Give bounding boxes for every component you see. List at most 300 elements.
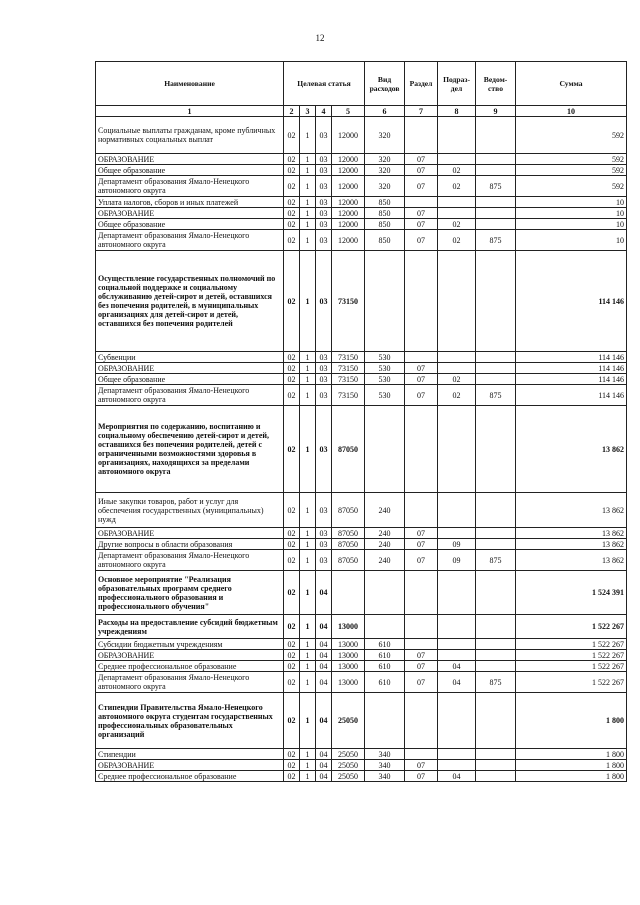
row-amount-cell: 1 800 (516, 749, 627, 760)
row-code-cell: 07 (405, 374, 438, 385)
row-amount-cell: 1 522 267 (516, 639, 627, 650)
row-code-cell: 12000 (332, 208, 365, 219)
row-amount-cell: 13 862 (516, 406, 627, 493)
row-code-cell: 07 (405, 165, 438, 176)
row-code-cell: 240 (365, 539, 405, 550)
row-code-cell: 04 (438, 771, 476, 782)
row-name-cell: ОБРАЗОВАНИЕ (96, 650, 284, 661)
row-amount-cell: 13 862 (516, 550, 627, 571)
row-code-cell: 12000 (332, 219, 365, 230)
row-name-cell: Стипендии Правительства Ямало-Ненецкого автономного округа студентам государственных профессиональных образовательных организаций (96, 693, 284, 749)
table-row (96, 352, 627, 363)
row-code-cell: 875 (476, 672, 516, 693)
row-code-cell: 02 (284, 693, 300, 749)
row-code-cell: 320 (365, 165, 405, 176)
row-amount-cell: 592 (516, 117, 627, 154)
row-code-cell (476, 251, 516, 352)
header-expense-type: Вид расходов (365, 62, 405, 106)
row-code-cell (476, 539, 516, 550)
row-code-cell: 530 (365, 352, 405, 363)
row-code-cell (476, 493, 516, 528)
row-code-cell: 1 (300, 117, 316, 154)
header-amount: Сумма (516, 62, 627, 106)
row-code-cell: 850 (365, 230, 405, 251)
row-code-cell (405, 352, 438, 363)
row-code-cell: 1 (300, 760, 316, 771)
table-row (96, 176, 627, 197)
row-code-cell: 02 (284, 208, 300, 219)
table-row (96, 406, 627, 493)
row-code-cell (476, 693, 516, 749)
table-row (96, 760, 627, 771)
row-code-cell: 02 (284, 352, 300, 363)
row-amount-cell: 1 522 267 (516, 661, 627, 672)
row-code-cell: 1 (300, 528, 316, 539)
row-code-cell: 25050 (332, 771, 365, 782)
row-code-cell (476, 661, 516, 672)
row-code-cell: 07 (405, 230, 438, 251)
row-code-cell: 25050 (332, 749, 365, 760)
row-code-cell (476, 571, 516, 615)
row-code-cell: 1 (300, 230, 316, 251)
row-code-cell: 1 (300, 176, 316, 197)
table-row (96, 650, 627, 661)
col-num: 8 (438, 106, 476, 117)
row-code-cell (438, 352, 476, 363)
row-amount-cell: 114 146 (516, 352, 627, 363)
row-code-cell: 02 (284, 571, 300, 615)
header-subsection: Подраз-дел (438, 62, 476, 106)
table-row (96, 693, 627, 749)
row-code-cell: 02 (284, 219, 300, 230)
row-code-cell: 1 (300, 615, 316, 639)
row-code-cell: 04 (316, 615, 332, 639)
row-code-cell: 25050 (332, 760, 365, 771)
row-code-cell: 02 (284, 176, 300, 197)
row-code-cell: 1 (300, 672, 316, 693)
row-code-cell (438, 493, 476, 528)
row-code-cell: 610 (365, 672, 405, 693)
row-code-cell (365, 571, 405, 615)
row-code-cell: 02 (438, 230, 476, 251)
page-number: 12 (315, 33, 325, 43)
col-num: 7 (405, 106, 438, 117)
row-code-cell: 07 (405, 661, 438, 672)
row-code-cell: 04 (438, 661, 476, 672)
col-num: 3 (300, 106, 316, 117)
row-code-cell (438, 693, 476, 749)
row-name-cell: Расходы на предоставление субсидий бюджетным учреждениям (96, 615, 284, 639)
row-code-cell: 03 (316, 528, 332, 539)
row-code-cell: 12000 (332, 197, 365, 208)
row-name-cell: ОБРАЗОВАНИЕ (96, 154, 284, 165)
row-code-cell: 02 (284, 406, 300, 493)
row-code-cell (405, 251, 438, 352)
row-code-cell: 03 (316, 374, 332, 385)
row-name-cell: Осуществление государственных полномочий по социальной поддержке и социальному обслуживанию детей-сирот и детей, оставшихся без попечения родителей, в муниципальных организациях для детей-сирот и детей, оставшихся без попечения родителей (96, 251, 284, 352)
row-code-cell: 320 (365, 176, 405, 197)
row-code-cell (438, 251, 476, 352)
row-code-cell: 03 (316, 550, 332, 571)
row-code-cell: 02 (438, 176, 476, 197)
row-code-cell: 04 (316, 760, 332, 771)
header-department: Ведом-ство (476, 62, 516, 106)
row-code-cell: 02 (284, 251, 300, 352)
row-code-cell: 12000 (332, 165, 365, 176)
row-code-cell (365, 693, 405, 749)
row-code-cell (476, 749, 516, 760)
row-code-cell (476, 639, 516, 650)
row-code-cell: 07 (405, 550, 438, 571)
table-row (96, 550, 627, 571)
col-num: 4 (316, 106, 332, 117)
row-code-cell: 73150 (332, 251, 365, 352)
row-code-cell: 03 (316, 385, 332, 406)
col-num: 6 (365, 106, 405, 117)
row-code-cell: 240 (365, 550, 405, 571)
row-code-cell: 03 (316, 230, 332, 251)
row-code-cell (438, 749, 476, 760)
row-name-cell: Департамент образования Ямало-Ненецкого автономного округа (96, 550, 284, 571)
row-name-cell: Мероприятия по содержанию, воспитанию и социальному обеспечению детей-сирот и детей, оставшихся без попечения родителей, детей с ограниченными возможностями здоровья в организациях, находящихся за пределами автономного округа (96, 406, 284, 493)
row-code-cell (476, 154, 516, 165)
table-row (96, 230, 627, 251)
row-code-cell (438, 760, 476, 771)
row-code-cell: 1 (300, 661, 316, 672)
row-amount-cell: 1 800 (516, 771, 627, 782)
row-code-cell: 1 (300, 650, 316, 661)
row-code-cell: 850 (365, 219, 405, 230)
row-code-cell (365, 251, 405, 352)
row-code-cell: 04 (316, 672, 332, 693)
row-amount-cell: 592 (516, 165, 627, 176)
row-amount-cell: 1 800 (516, 693, 627, 749)
row-code-cell: 03 (316, 154, 332, 165)
row-code-cell (476, 771, 516, 782)
row-code-cell (405, 571, 438, 615)
row-name-cell: Среднее профессиональное образование (96, 771, 284, 782)
row-code-cell (438, 208, 476, 219)
header-row (96, 62, 627, 106)
row-code-cell: 07 (405, 771, 438, 782)
row-code-cell: 04 (316, 661, 332, 672)
column-numbers-row (96, 106, 627, 117)
row-code-cell: 1 (300, 493, 316, 528)
row-code-cell: 02 (284, 117, 300, 154)
row-code-cell: 02 (438, 219, 476, 230)
row-amount-cell: 1 524 391 (516, 571, 627, 615)
table-row (96, 639, 627, 650)
row-code-cell (476, 117, 516, 154)
row-code-cell (438, 197, 476, 208)
row-name-cell: Департамент образования Ямало-Ненецкого автономного округа (96, 385, 284, 406)
row-name-cell: ОБРАЗОВАНИЕ (96, 528, 284, 539)
row-code-cell: 09 (438, 539, 476, 550)
table-row (96, 251, 627, 352)
row-code-cell: 530 (365, 374, 405, 385)
row-code-cell (438, 363, 476, 374)
row-code-cell (438, 650, 476, 661)
row-code-cell: 1 (300, 385, 316, 406)
row-code-cell: 73150 (332, 363, 365, 374)
table-row (96, 197, 627, 208)
table-row (96, 571, 627, 615)
row-code-cell: 07 (405, 176, 438, 197)
row-code-cell (438, 639, 476, 650)
row-code-cell: 03 (316, 197, 332, 208)
row-code-cell: 02 (284, 771, 300, 782)
row-code-cell: 02 (284, 639, 300, 650)
row-code-cell: 03 (316, 176, 332, 197)
col-num: 10 (516, 106, 627, 117)
row-code-cell: 12000 (332, 154, 365, 165)
table-row (96, 749, 627, 760)
row-amount-cell: 1 522 267 (516, 650, 627, 661)
row-amount-cell: 114 146 (516, 385, 627, 406)
row-code-cell: 04 (316, 639, 332, 650)
row-name-cell: ОБРАЗОВАНИЕ (96, 760, 284, 771)
row-code-cell: 530 (365, 385, 405, 406)
row-code-cell: 02 (284, 760, 300, 771)
row-code-cell: 73150 (332, 352, 365, 363)
row-code-cell: 02 (284, 528, 300, 539)
table-row (96, 154, 627, 165)
row-code-cell (438, 571, 476, 615)
row-code-cell (476, 374, 516, 385)
table-row (96, 672, 627, 693)
row-name-cell: Департамент образования Ямало-Ненецкого автономного округа (96, 176, 284, 197)
table-row (96, 493, 627, 528)
row-code-cell: 340 (365, 749, 405, 760)
table-row (96, 117, 627, 154)
row-code-cell: 340 (365, 771, 405, 782)
row-code-cell: 1 (300, 749, 316, 760)
header-name: Наименование (96, 62, 284, 106)
row-code-cell: 02 (284, 672, 300, 693)
row-code-cell (405, 749, 438, 760)
row-code-cell: 02 (438, 165, 476, 176)
row-code-cell: 02 (284, 385, 300, 406)
row-amount-cell: 1 522 267 (516, 672, 627, 693)
row-code-cell: 03 (316, 251, 332, 352)
row-code-cell: 1 (300, 639, 316, 650)
row-name-cell: Уплата налогов, сборов и иных платежей (96, 197, 284, 208)
row-code-cell: 02 (284, 550, 300, 571)
row-code-cell: 03 (316, 165, 332, 176)
row-code-cell: 530 (365, 363, 405, 374)
row-code-cell: 1 (300, 374, 316, 385)
row-code-cell: 1 (300, 406, 316, 493)
row-code-cell: 87050 (332, 528, 365, 539)
row-amount-cell: 10 (516, 197, 627, 208)
row-code-cell: 07 (405, 219, 438, 230)
row-code-cell (476, 165, 516, 176)
row-code-cell: 340 (365, 760, 405, 771)
row-code-cell: 07 (405, 385, 438, 406)
row-amount-cell: 10 (516, 219, 627, 230)
row-code-cell (476, 363, 516, 374)
row-code-cell: 1 (300, 363, 316, 374)
table-row (96, 165, 627, 176)
row-code-cell (405, 406, 438, 493)
row-code-cell (438, 528, 476, 539)
table-row (96, 363, 627, 374)
row-code-cell: 12000 (332, 230, 365, 251)
row-code-cell: 87050 (332, 550, 365, 571)
row-code-cell: 07 (405, 528, 438, 539)
row-code-cell: 02 (284, 615, 300, 639)
row-code-cell: 02 (284, 230, 300, 251)
row-code-cell: 04 (316, 749, 332, 760)
table-row (96, 771, 627, 782)
row-code-cell: 02 (438, 385, 476, 406)
table-body (96, 117, 627, 782)
row-name-cell: Субсидии бюджетным учреждениям (96, 639, 284, 650)
table-row (96, 208, 627, 219)
row-code-cell: 02 (284, 154, 300, 165)
row-code-cell: 02 (284, 749, 300, 760)
row-code-cell: 04 (438, 672, 476, 693)
row-code-cell: 03 (316, 493, 332, 528)
row-code-cell: 25050 (332, 693, 365, 749)
row-code-cell: 875 (476, 385, 516, 406)
row-code-cell: 610 (365, 661, 405, 672)
row-code-cell (405, 493, 438, 528)
row-code-cell: 03 (316, 219, 332, 230)
col-num: 5 (332, 106, 365, 117)
row-code-cell (405, 615, 438, 639)
row-code-cell: 13000 (332, 639, 365, 650)
row-code-cell: 1 (300, 693, 316, 749)
row-code-cell: 1 (300, 539, 316, 550)
row-code-cell: 610 (365, 639, 405, 650)
row-name-cell: Иные закупки товаров, работ и услуг для обеспечения государственных (муниципальных) нужд (96, 493, 284, 528)
row-name-cell: Среднее профессиональное образование (96, 661, 284, 672)
row-code-cell (405, 197, 438, 208)
row-code-cell (476, 197, 516, 208)
table-row (96, 661, 627, 672)
row-code-cell: 03 (316, 539, 332, 550)
row-code-cell (476, 615, 516, 639)
header-section: Раздел (405, 62, 438, 106)
table-row (96, 528, 627, 539)
row-code-cell (332, 571, 365, 615)
row-code-cell: 87050 (332, 539, 365, 550)
row-code-cell: 875 (476, 550, 516, 571)
row-code-cell: 13000 (332, 672, 365, 693)
row-code-cell: 02 (284, 650, 300, 661)
row-code-cell: 240 (365, 493, 405, 528)
row-name-cell: ОБРАЗОВАНИЕ (96, 363, 284, 374)
row-code-cell: 73150 (332, 385, 365, 406)
row-code-cell: 87050 (332, 406, 365, 493)
row-code-cell (438, 154, 476, 165)
row-amount-cell: 13 862 (516, 493, 627, 528)
row-code-cell: 03 (316, 208, 332, 219)
row-code-cell: 07 (405, 363, 438, 374)
row-name-cell: Общее образование (96, 165, 284, 176)
row-name-cell: Стипендии (96, 749, 284, 760)
row-code-cell (365, 406, 405, 493)
row-code-cell: 02 (284, 165, 300, 176)
row-amount-cell: 592 (516, 176, 627, 197)
row-code-cell: 02 (284, 363, 300, 374)
row-code-cell: 875 (476, 230, 516, 251)
row-code-cell: 1 (300, 154, 316, 165)
table-row (96, 219, 627, 230)
row-name-cell: Социальные выплаты гражданам, кроме публичных нормативных социальных выплат (96, 117, 284, 154)
table-row (96, 385, 627, 406)
row-code-cell (476, 528, 516, 539)
row-name-cell: Департамент образования Ямало-Ненецкого автономного округа (96, 230, 284, 251)
row-code-cell: 850 (365, 197, 405, 208)
row-code-cell: 320 (365, 117, 405, 154)
row-name-cell: Общее образование (96, 374, 284, 385)
row-code-cell: 875 (476, 176, 516, 197)
row-code-cell: 07 (405, 760, 438, 771)
row-code-cell: 87050 (332, 493, 365, 528)
row-amount-cell: 1 800 (516, 760, 627, 771)
row-code-cell: 1 (300, 251, 316, 352)
row-code-cell: 07 (405, 208, 438, 219)
row-code-cell (476, 352, 516, 363)
row-code-cell: 02 (284, 493, 300, 528)
row-code-cell: 04 (316, 771, 332, 782)
row-code-cell: 1 (300, 352, 316, 363)
row-code-cell: 03 (316, 117, 332, 154)
row-code-cell (438, 117, 476, 154)
row-code-cell: 1 (300, 197, 316, 208)
row-name-cell: Другие вопросы в области образования (96, 539, 284, 550)
row-amount-cell: 114 146 (516, 251, 627, 352)
row-code-cell: 1 (300, 571, 316, 615)
row-code-cell: 02 (438, 374, 476, 385)
row-code-cell: 04 (316, 650, 332, 661)
col-num: 9 (476, 106, 516, 117)
row-code-cell: 12000 (332, 176, 365, 197)
row-code-cell: 07 (405, 672, 438, 693)
row-code-cell (476, 406, 516, 493)
row-name-cell: Общее образование (96, 219, 284, 230)
row-code-cell: 240 (365, 528, 405, 539)
row-code-cell (438, 406, 476, 493)
row-code-cell: 02 (284, 374, 300, 385)
row-amount-cell: 13 862 (516, 528, 627, 539)
row-code-cell: 07 (405, 154, 438, 165)
row-code-cell: 13000 (332, 650, 365, 661)
row-code-cell: 03 (316, 363, 332, 374)
header-target: Целевая статья (284, 62, 365, 106)
row-code-cell: 03 (316, 406, 332, 493)
row-name-cell: Департамент образования Ямало-Ненецкого автономного округа (96, 672, 284, 693)
row-code-cell: 02 (284, 539, 300, 550)
row-amount-cell: 114 146 (516, 374, 627, 385)
row-code-cell: 09 (438, 550, 476, 571)
row-code-cell: 13000 (332, 661, 365, 672)
row-name-cell: ОБРАЗОВАНИЕ (96, 208, 284, 219)
row-code-cell: 07 (405, 650, 438, 661)
row-code-cell: 04 (316, 693, 332, 749)
table-row (96, 615, 627, 639)
row-amount-cell: 114 146 (516, 363, 627, 374)
row-code-cell (405, 693, 438, 749)
row-amount-cell: 1 522 267 (516, 615, 627, 639)
row-code-cell: 1 (300, 550, 316, 571)
row-code-cell: 04 (316, 571, 332, 615)
row-name-cell: Основное мероприятие "Реализация образовательных программ среднего профессионального образования и профессионального обучения" (96, 571, 284, 615)
row-code-cell: 610 (365, 650, 405, 661)
row-code-cell: 07 (405, 539, 438, 550)
